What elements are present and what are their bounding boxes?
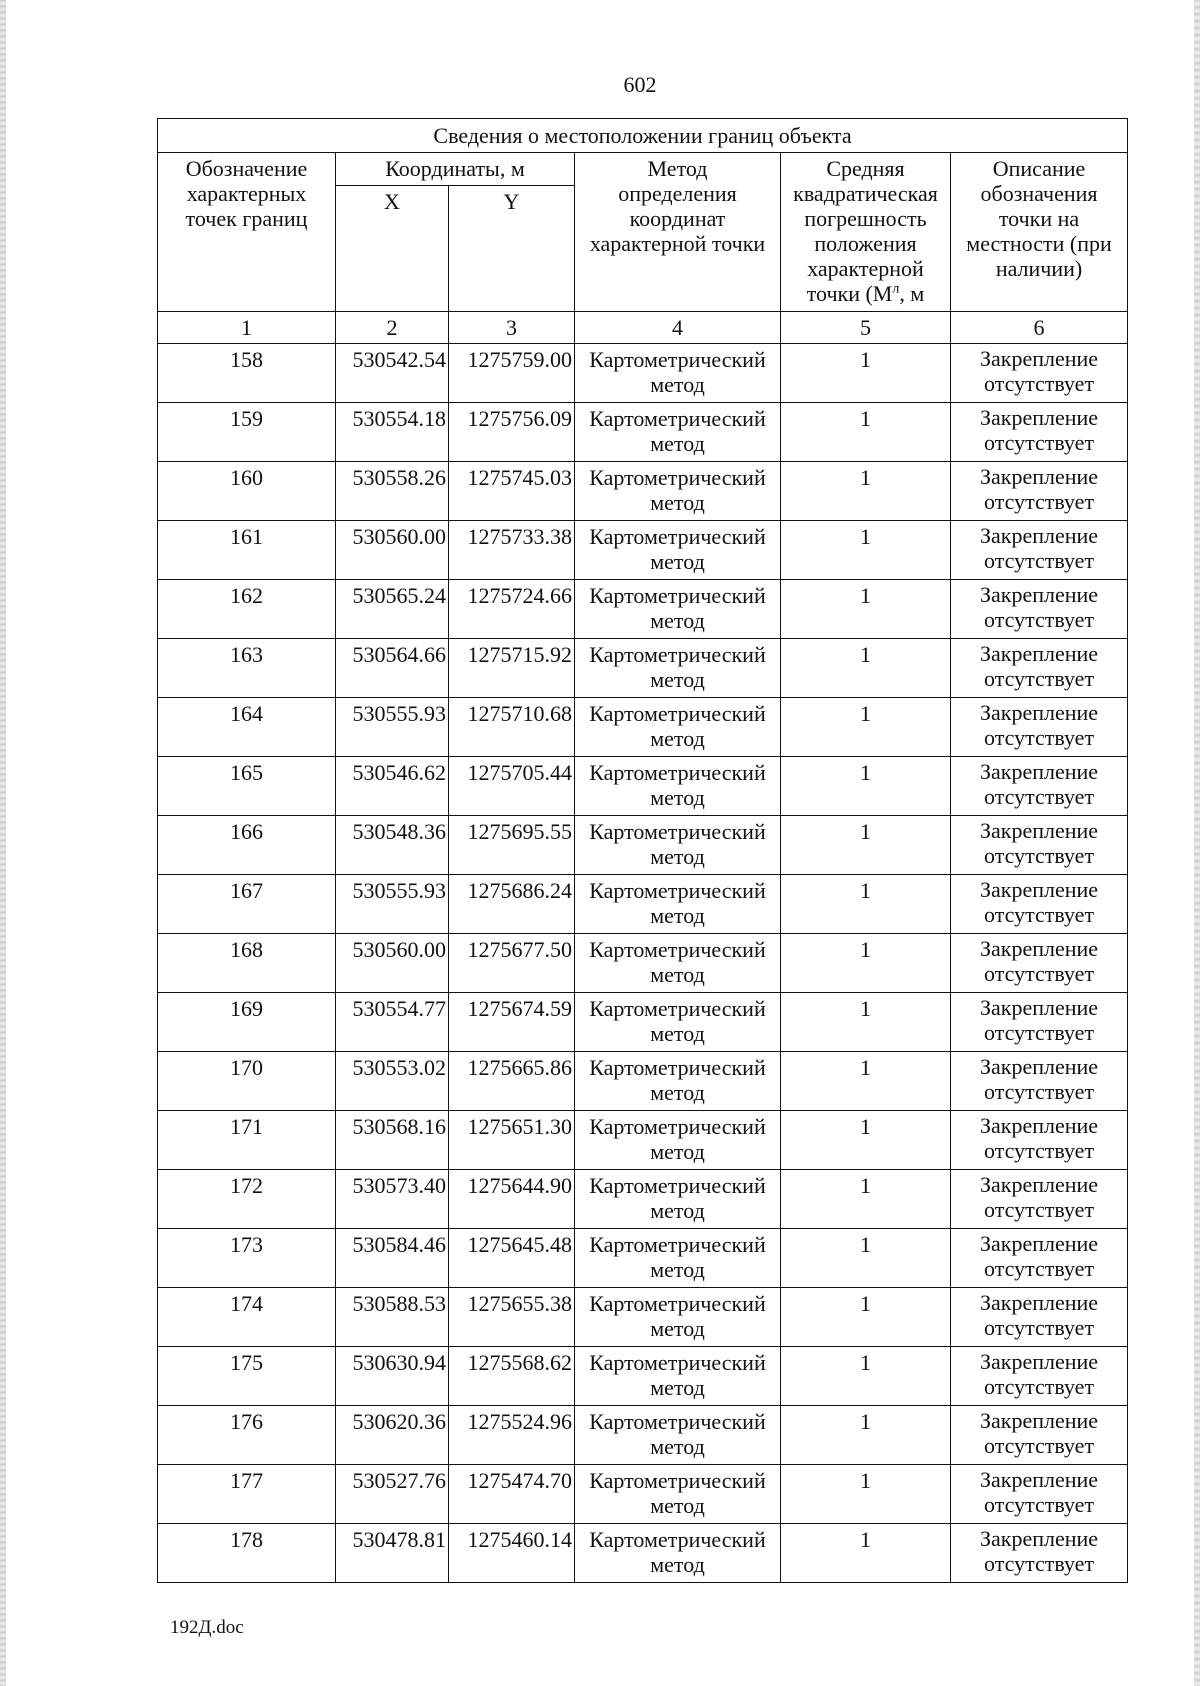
method-cell bbox=[575, 1347, 781, 1406]
method-cell bbox=[575, 1170, 781, 1229]
table-row bbox=[158, 344, 1128, 403]
method-line: метод bbox=[650, 726, 705, 751]
coordinate-x: 530565.24 bbox=[336, 580, 449, 639]
header-line: точек границ bbox=[185, 206, 308, 231]
coordinate-x: 530548.36 bbox=[336, 816, 449, 875]
method-line: метод bbox=[650, 608, 705, 633]
mean-square-error: 1 bbox=[781, 1524, 951, 1583]
mean-square-error: 1 bbox=[781, 875, 951, 934]
mean-square-error: 1 bbox=[781, 757, 951, 816]
header-method bbox=[575, 153, 781, 312]
method-cell bbox=[575, 1229, 781, 1288]
header-error-sup: л bbox=[892, 281, 900, 297]
coordinate-x: 530478.81 bbox=[336, 1524, 449, 1583]
boundary-coordinates-table bbox=[157, 118, 1128, 1583]
header-line: точки на bbox=[998, 206, 1080, 231]
coordinate-y: 1275677.50 bbox=[449, 934, 575, 993]
coordinate-y: 1275756.09 bbox=[449, 403, 575, 462]
table-row bbox=[158, 1052, 1128, 1111]
coordinate-y: 1275759.00 bbox=[449, 344, 575, 403]
description-line: отсутствует bbox=[984, 1079, 1095, 1104]
point-number: 177 bbox=[158, 1465, 336, 1524]
coordinate-x: 530560.00 bbox=[336, 934, 449, 993]
point-number: 159 bbox=[158, 403, 336, 462]
description-line: отсутствует bbox=[984, 1020, 1095, 1045]
table-row bbox=[158, 1229, 1128, 1288]
description-line: Закрепление bbox=[979, 759, 1099, 784]
method-line: метод bbox=[650, 1316, 705, 1341]
coordinate-y: 1275524.96 bbox=[449, 1406, 575, 1465]
method-cell bbox=[575, 1406, 781, 1465]
table-row bbox=[158, 521, 1128, 580]
method-line: метод bbox=[650, 1434, 705, 1459]
header-line-last bbox=[781, 281, 950, 306]
description-cell bbox=[951, 934, 1128, 993]
page-number: 602 bbox=[623, 72, 657, 97]
method-cell bbox=[575, 1465, 781, 1524]
point-number: 178 bbox=[158, 1524, 336, 1583]
point-number: 163 bbox=[158, 639, 336, 698]
mean-square-error: 1 bbox=[781, 1111, 951, 1170]
method-line: метод bbox=[650, 1493, 705, 1518]
method-cell bbox=[575, 934, 781, 993]
method-cell bbox=[575, 1052, 781, 1111]
mean-square-error: 1 bbox=[781, 1229, 951, 1288]
method-line: Картометрический bbox=[589, 760, 766, 785]
mean-square-error: 1 bbox=[781, 1347, 951, 1406]
description-line: отсутствует bbox=[984, 1138, 1095, 1163]
table-row bbox=[158, 1347, 1128, 1406]
mean-square-error: 1 bbox=[781, 1288, 951, 1347]
column-number: 3 bbox=[449, 312, 575, 344]
coordinate-y: 1275665.86 bbox=[449, 1052, 575, 1111]
table-row bbox=[158, 757, 1128, 816]
description-line: Закрепление bbox=[979, 346, 1099, 371]
coordinate-x: 530554.18 bbox=[336, 403, 449, 462]
document-filename: 192Д.doc bbox=[170, 1617, 244, 1638]
header-line: характерной точки bbox=[589, 231, 766, 256]
description-line: Закрепление bbox=[979, 1408, 1099, 1433]
description-line: Закрепление bbox=[979, 936, 1099, 961]
description-line: отсутствует bbox=[984, 1433, 1095, 1458]
description-cell bbox=[951, 1229, 1128, 1288]
mean-square-error: 1 bbox=[781, 934, 951, 993]
coordinate-x: 530558.26 bbox=[336, 462, 449, 521]
coordinate-x: 530564.66 bbox=[336, 639, 449, 698]
method-cell bbox=[575, 816, 781, 875]
header-line: погрешность bbox=[804, 206, 927, 231]
method-cell bbox=[575, 1111, 781, 1170]
table-row bbox=[158, 1465, 1128, 1524]
description-cell bbox=[951, 403, 1128, 462]
header-line: определения bbox=[618, 181, 737, 206]
header-line: Метод bbox=[647, 156, 708, 181]
description-line: Закрепление bbox=[979, 995, 1099, 1020]
method-cell bbox=[575, 462, 781, 521]
table-row bbox=[158, 1524, 1128, 1583]
method-cell bbox=[575, 757, 781, 816]
point-number: 162 bbox=[158, 580, 336, 639]
method-line: метод bbox=[650, 1021, 705, 1046]
description-line: отсутствует bbox=[984, 607, 1095, 632]
coordinate-y: 1275686.24 bbox=[449, 875, 575, 934]
point-number: 166 bbox=[158, 816, 336, 875]
mean-square-error: 1 bbox=[781, 1052, 951, 1111]
description-line: Закрепление bbox=[979, 1349, 1099, 1374]
table-row bbox=[158, 1111, 1128, 1170]
coordinate-y: 1275715.92 bbox=[449, 639, 575, 698]
method-cell bbox=[575, 875, 781, 934]
point-number: 174 bbox=[158, 1288, 336, 1347]
method-line: Картометрический bbox=[589, 1291, 766, 1316]
method-line: метод bbox=[650, 903, 705, 928]
coordinate-y: 1275705.44 bbox=[449, 757, 575, 816]
table-row bbox=[158, 580, 1128, 639]
point-number: 172 bbox=[158, 1170, 336, 1229]
method-line: метод bbox=[650, 667, 705, 692]
header-line: Обозначение bbox=[185, 156, 308, 181]
table-row bbox=[158, 403, 1128, 462]
method-line: метод bbox=[650, 490, 705, 515]
description-line: Закрепление bbox=[979, 464, 1099, 489]
description-cell bbox=[951, 1288, 1128, 1347]
coordinate-y: 1275651.30 bbox=[449, 1111, 575, 1170]
coordinate-y: 1275695.55 bbox=[449, 816, 575, 875]
coordinate-x: 530542.54 bbox=[336, 344, 449, 403]
description-cell bbox=[951, 1111, 1128, 1170]
point-number: 167 bbox=[158, 875, 336, 934]
coordinate-y: 1275733.38 bbox=[449, 521, 575, 580]
method-line: Картометрический bbox=[589, 1350, 766, 1375]
description-line: отсутствует bbox=[984, 784, 1095, 809]
point-number: 173 bbox=[158, 1229, 336, 1288]
header-error bbox=[781, 153, 951, 312]
method-line: Картометрический bbox=[589, 1409, 766, 1434]
mean-square-error: 1 bbox=[781, 521, 951, 580]
description-line: отсутствует bbox=[984, 843, 1095, 868]
description-line: Закрепление bbox=[979, 877, 1099, 902]
mean-square-error: 1 bbox=[781, 403, 951, 462]
description-cell bbox=[951, 875, 1128, 934]
description-line: Закрепление bbox=[979, 818, 1099, 843]
description-line: Закрепление bbox=[979, 1113, 1099, 1138]
method-line: Картометрический bbox=[589, 1055, 766, 1080]
header-coordinates: Координаты, м bbox=[336, 153, 575, 186]
table-row bbox=[158, 934, 1128, 993]
mean-square-error: 1 bbox=[781, 1406, 951, 1465]
method-cell bbox=[575, 639, 781, 698]
description-cell bbox=[951, 521, 1128, 580]
description-line: Закрепление bbox=[979, 700, 1099, 725]
description-line: отсутствует bbox=[984, 1315, 1095, 1340]
description-line: отсутствует bbox=[984, 961, 1095, 986]
coordinate-x: 530553.02 bbox=[336, 1052, 449, 1111]
description-line: отсутствует bbox=[984, 371, 1095, 396]
method-line: Картометрический bbox=[589, 642, 766, 667]
column-number: 1 bbox=[158, 312, 336, 344]
mean-square-error: 1 bbox=[781, 816, 951, 875]
method-line: Картометрический bbox=[589, 996, 766, 1021]
description-line: Закрепление bbox=[979, 1172, 1099, 1197]
mean-square-error: 1 bbox=[781, 639, 951, 698]
description-line: Закрепление bbox=[979, 1290, 1099, 1315]
point-number: 176 bbox=[158, 1406, 336, 1465]
method-line: Картометрический bbox=[589, 524, 766, 549]
column-number: 4 bbox=[575, 312, 781, 344]
column-number: 5 bbox=[781, 312, 951, 344]
mean-square-error: 1 bbox=[781, 1465, 951, 1524]
header-y: Y bbox=[449, 186, 575, 312]
point-number: 175 bbox=[158, 1347, 336, 1406]
description-line: отсутствует bbox=[984, 489, 1095, 514]
description-cell bbox=[951, 580, 1128, 639]
method-line: Картометрический bbox=[589, 1114, 766, 1139]
scan-edge-right bbox=[1194, 0, 1200, 1686]
header-line: координат bbox=[629, 206, 726, 231]
description-line: отсутствует bbox=[984, 430, 1095, 455]
column-number: 6 bbox=[951, 312, 1128, 344]
coordinate-x: 530568.16 bbox=[336, 1111, 449, 1170]
description-cell bbox=[951, 1347, 1128, 1406]
method-cell bbox=[575, 521, 781, 580]
description-line: отсутствует bbox=[984, 1197, 1095, 1222]
header-line: наличии) bbox=[995, 256, 1083, 281]
description-cell bbox=[951, 344, 1128, 403]
description-cell bbox=[951, 1170, 1128, 1229]
method-line: метод bbox=[650, 1552, 705, 1577]
method-line: метод bbox=[650, 962, 705, 987]
header-line: обозначения bbox=[980, 181, 1098, 206]
method-cell bbox=[575, 1524, 781, 1583]
header-x: X bbox=[336, 186, 449, 312]
coordinate-y: 1275645.48 bbox=[449, 1229, 575, 1288]
method-line: Картометрический bbox=[589, 878, 766, 903]
method-line: Картометрический bbox=[589, 1468, 766, 1493]
point-number: 164 bbox=[158, 698, 336, 757]
method-cell bbox=[575, 580, 781, 639]
coordinate-y: 1275724.66 bbox=[449, 580, 575, 639]
method-line: Картометрический bbox=[589, 406, 766, 431]
table-row bbox=[158, 698, 1128, 757]
coordinate-y: 1275674.59 bbox=[449, 993, 575, 1052]
description-cell bbox=[951, 993, 1128, 1052]
point-number: 158 bbox=[158, 344, 336, 403]
description-cell bbox=[951, 462, 1128, 521]
method-line: метод bbox=[650, 1257, 705, 1282]
description-line: отсутствует bbox=[984, 725, 1095, 750]
coordinate-x: 530527.76 bbox=[336, 1465, 449, 1524]
coordinate-x: 530554.77 bbox=[336, 993, 449, 1052]
header-line: местности (при bbox=[966, 231, 1112, 256]
method-line: метод bbox=[650, 431, 705, 456]
column-number-row bbox=[158, 312, 1128, 344]
description-line: отсутствует bbox=[984, 1551, 1095, 1576]
table-row bbox=[158, 1406, 1128, 1465]
table-row bbox=[158, 875, 1128, 934]
description-line: Закрепление bbox=[979, 1467, 1099, 1492]
method-line: метод bbox=[650, 1198, 705, 1223]
method-cell bbox=[575, 1288, 781, 1347]
method-cell bbox=[575, 403, 781, 462]
description-line: Закрепление bbox=[979, 1526, 1099, 1551]
coordinate-x: 530555.93 bbox=[336, 698, 449, 757]
coordinate-y: 1275460.14 bbox=[449, 1524, 575, 1583]
coordinate-y: 1275474.70 bbox=[449, 1465, 575, 1524]
method-line: метод bbox=[650, 1139, 705, 1164]
description-line: Закрепление bbox=[979, 582, 1099, 607]
point-number: 169 bbox=[158, 993, 336, 1052]
header-line: характерной bbox=[807, 256, 924, 281]
description-line: Закрепление bbox=[979, 1054, 1099, 1079]
description-line: Закрепление bbox=[979, 641, 1099, 666]
method-line: Картометрический bbox=[589, 819, 766, 844]
description-cell bbox=[951, 698, 1128, 757]
coordinate-y: 1275655.38 bbox=[449, 1288, 575, 1347]
description-line: отсутствует bbox=[984, 548, 1095, 573]
scan-edge-left bbox=[0, 0, 6, 1686]
description-cell bbox=[951, 639, 1128, 698]
method-line: Картометрический bbox=[589, 347, 766, 372]
mean-square-error: 1 bbox=[781, 993, 951, 1052]
header-error-suffix: , м bbox=[899, 281, 925, 306]
method-line: метод bbox=[650, 1080, 705, 1105]
table-title-row bbox=[158, 119, 1128, 153]
coordinate-x: 530584.46 bbox=[336, 1229, 449, 1288]
method-line: Картометрический bbox=[589, 1527, 766, 1552]
method-line: метод bbox=[650, 1375, 705, 1400]
description-cell bbox=[951, 816, 1128, 875]
description-line: Закрепление bbox=[979, 405, 1099, 430]
coordinate-x: 530630.94 bbox=[336, 1347, 449, 1406]
method-line: Картометрический bbox=[589, 465, 766, 490]
mean-square-error: 1 bbox=[781, 580, 951, 639]
table-row bbox=[158, 1170, 1128, 1229]
coordinate-y: 1275568.62 bbox=[449, 1347, 575, 1406]
coordinate-y: 1275745.03 bbox=[449, 462, 575, 521]
coordinate-x: 530546.62 bbox=[336, 757, 449, 816]
point-number: 165 bbox=[158, 757, 336, 816]
point-number: 168 bbox=[158, 934, 336, 993]
table-row bbox=[158, 816, 1128, 875]
method-line: метод bbox=[650, 549, 705, 574]
table-row bbox=[158, 462, 1128, 521]
mean-square-error: 1 bbox=[781, 462, 951, 521]
point-number: 161 bbox=[158, 521, 336, 580]
header-line: квадратическая bbox=[793, 181, 938, 206]
description-line: отсутствует bbox=[984, 1256, 1095, 1281]
description-line: отсутствует bbox=[984, 1492, 1095, 1517]
header-line: Средняя bbox=[826, 156, 905, 181]
method-cell bbox=[575, 344, 781, 403]
method-line: метод bbox=[650, 372, 705, 397]
table-row bbox=[158, 993, 1128, 1052]
column-number: 2 bbox=[336, 312, 449, 344]
description-line: Закрепление bbox=[979, 1231, 1099, 1256]
point-number: 171 bbox=[158, 1111, 336, 1170]
description-cell bbox=[951, 1406, 1128, 1465]
coordinate-x: 530588.53 bbox=[336, 1288, 449, 1347]
description-line: отсутствует bbox=[984, 666, 1095, 691]
coordinate-x: 530620.36 bbox=[336, 1406, 449, 1465]
table-title: Сведения о местоположении границ объекта bbox=[158, 119, 1128, 153]
table-row bbox=[158, 639, 1128, 698]
description-cell bbox=[951, 1524, 1128, 1583]
description-cell bbox=[951, 1465, 1128, 1524]
header-point-label bbox=[158, 153, 336, 312]
coordinate-x: 530573.40 bbox=[336, 1170, 449, 1229]
header-line: положения bbox=[814, 231, 917, 256]
mean-square-error: 1 bbox=[781, 344, 951, 403]
description-cell bbox=[951, 1052, 1128, 1111]
method-line: метод bbox=[650, 785, 705, 810]
method-line: метод bbox=[650, 844, 705, 869]
coordinate-x: 530555.93 bbox=[336, 875, 449, 934]
header-line: Описание bbox=[992, 156, 1086, 181]
description-line: Закрепление bbox=[979, 523, 1099, 548]
method-line: Картометрический bbox=[589, 1173, 766, 1198]
point-number: 170 bbox=[158, 1052, 336, 1111]
method-cell bbox=[575, 993, 781, 1052]
header-line: характерных bbox=[186, 181, 307, 206]
description-line: отсутствует bbox=[984, 1374, 1095, 1399]
table-body bbox=[158, 344, 1128, 1583]
header-description bbox=[951, 153, 1128, 312]
coordinate-y: 1275710.68 bbox=[449, 698, 575, 757]
mean-square-error: 1 bbox=[781, 1170, 951, 1229]
point-number: 160 bbox=[158, 462, 336, 521]
coordinate-y: 1275644.90 bbox=[449, 1170, 575, 1229]
method-cell bbox=[575, 698, 781, 757]
description-line: отсутствует bbox=[984, 902, 1095, 927]
method-line: Картометрический bbox=[589, 1232, 766, 1257]
header-row bbox=[158, 153, 1128, 186]
header-error-prefix: точки (М bbox=[806, 281, 893, 306]
method-line: Картометрический bbox=[589, 701, 766, 726]
method-line: Картометрический bbox=[589, 583, 766, 608]
method-line: Картометрический bbox=[589, 937, 766, 962]
description-cell bbox=[951, 757, 1128, 816]
mean-square-error: 1 bbox=[781, 698, 951, 757]
table-row bbox=[158, 1288, 1128, 1347]
coordinate-x: 530560.00 bbox=[336, 521, 449, 580]
